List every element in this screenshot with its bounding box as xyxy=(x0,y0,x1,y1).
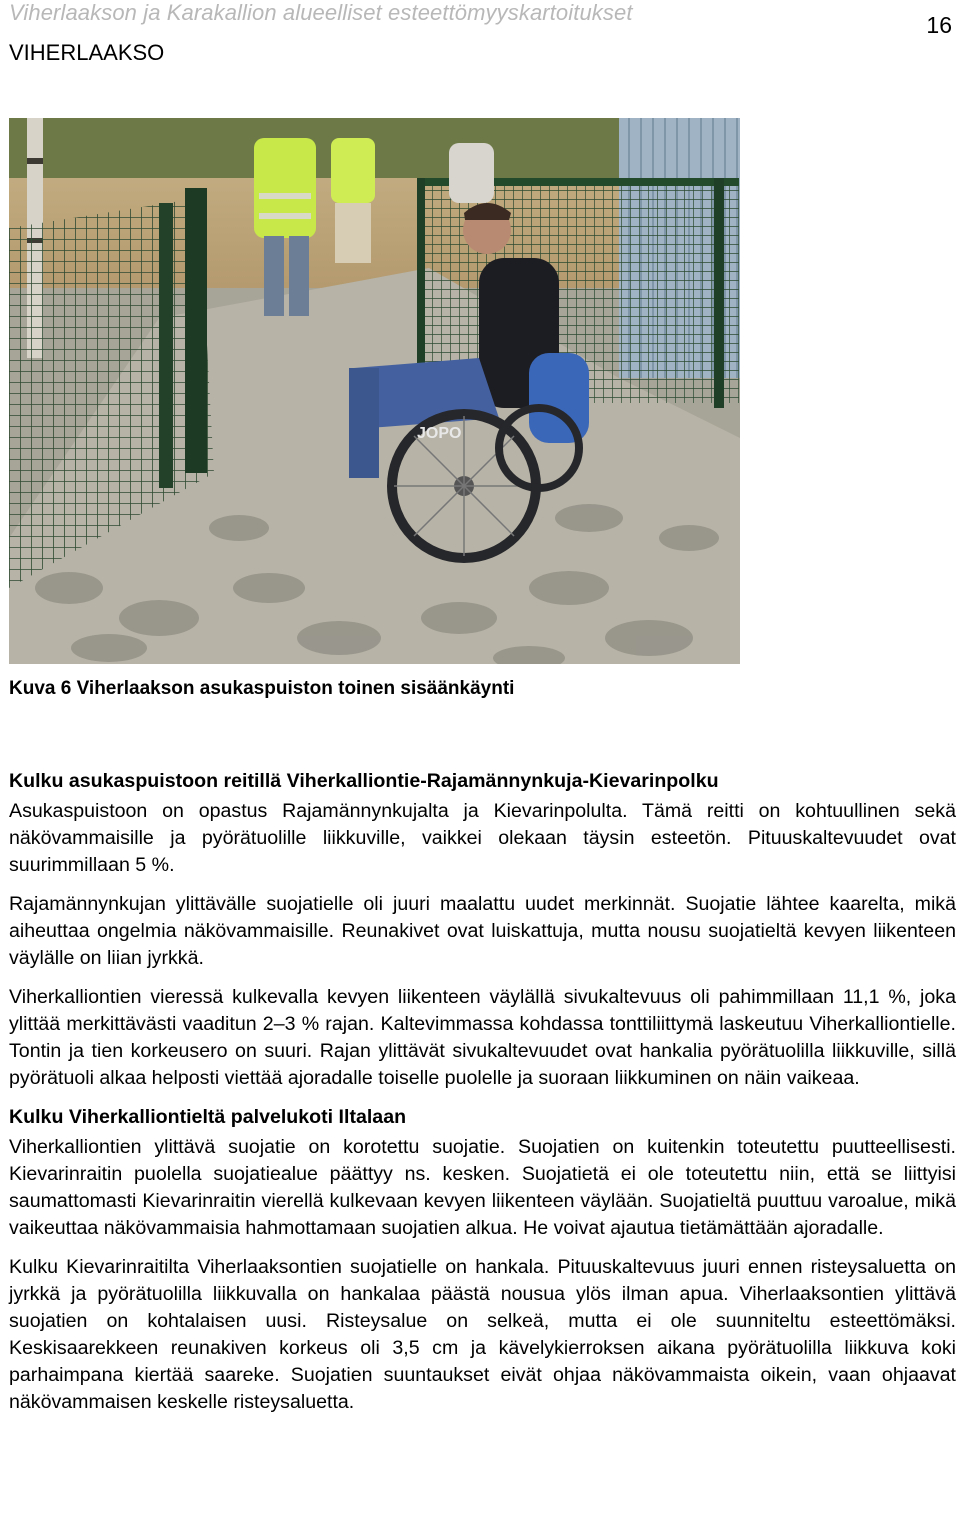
paragraph: Rajamännynkujan ylittävälle suojatielle oli juuri maalattu uudet merkinnät. Suojatie lähtee kaarelta, mikä aiheuttaa ongelmia näkövammaisille. Reunakivet ovat luiskattuja, mutta nousu suojatieltä kevyen liikenteen väylälle on liian jyrkkä. xyxy=(9,893,956,969)
paragraph: Viherkalliontien vieressä kulkevalla kevyen liikenteen väylällä sivukaltevuus oli pahimmillaan 11,1 %, joka ylittää merkittävästi vaaditun 2–3 % rajan. Kaltevimmassa kohdassa tonttiliittymä laskeutuu Viherkalliontielle. Tontin ja tien korkeusero on suuri. Rajan ylittävät sivukaltevuudet ovat hankalia pyörätuolilla liikkuville, sillä pyörätuoli alkaa helposti viettää ajoradalle toiselle puolelle ja suoraan liikkuminen on näin vaikeaa. xyxy=(9,986,956,1089)
section-heading: Kulku asukaspuistoon reitillä Viherkalliontie-Rajamännynkuja-Kievarinpolku xyxy=(9,770,719,792)
body-content xyxy=(9,768,956,1428)
paragraph: Viherkalliontien ylittävä suojatie on korotettu suojatie. Suojatien on kuitenkin toteutettu puutteellisesti. Kievarinraitin puolella suojatiealue päättyy ns. kesken. Suojatietä ei ole toteutettu niin, että se liittyisi saumattomasti Kievarinraitin vierellä kulkevaan kevyen liikenteen väylään. Suojatieltä puuttuu varoalue, mikä vaikeuttaa näkövammaisia hahmottamaan suojatien alkua. He voivat ajautua tietämättään ajoradalle. xyxy=(9,1136,956,1239)
photo-park-entrance-wheelchair xyxy=(9,118,740,664)
running-header-title: Viherlaakson ja Karakallion alueelliset esteettömyyskartoitukset xyxy=(9,0,633,25)
section-heading: Kulku Viherkalliontieltä palvelukoti Iltalaan xyxy=(9,1106,407,1128)
paragraph: Asukaspuistoon on opastus Rajamännynkujalta ja Kievarinpolulta. Tämä reitti on kohtuullinen sekä näkövammaisille ja pyörätuolille liikkuville, vaikkei olekaan täysin esteetön. Pituuskaltevuudet ovat suurimmillaan 5 %. xyxy=(9,800,956,876)
photo-jacket-text: JOPO xyxy=(417,425,462,442)
figure-caption: Kuva 6 Viherlaakson asukaspuiston toinen sisäänkäynti xyxy=(9,678,515,699)
paragraph: Kulku Kievarinraitilta Viherlaaksontien suojatielle on hankala. Pituuskaltevuus juuri ennen risteysaluetta on jyrkkä ja pyörätuolilla liikkuvalla on hankalaa päästä nousua ylös ilman apua. Viherlaaksontien ylittävä suojatien on kohtalaisen uusi. Risteysalue on selkeä, mutta ei ole suunniteltu esteettömäksi. Keskisaarekkeen reunakiven korkeus oli 3,5 cm ja kävelykierroksen aikana pyörätuolilla liikkuva koki parhaimpana kiertää saareke. Suojatien suuntaukset eivät ohjaa näkövammaista oikein, vaan ohjaavat näkövammaisen keskelle risteysaluetta. xyxy=(9,1256,956,1413)
page-number: 16 xyxy=(926,12,952,38)
section-title: VIHERLAAKSO xyxy=(9,40,165,65)
